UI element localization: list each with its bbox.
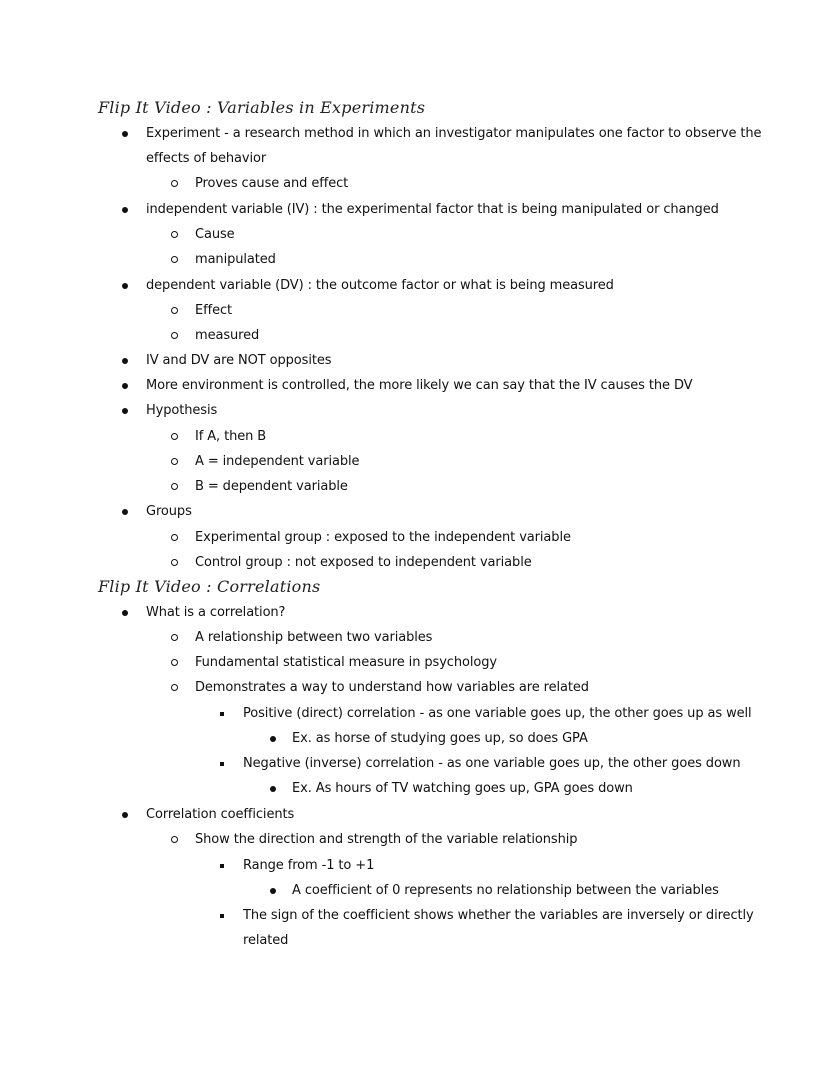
list-item: IV and DV are NOT opposites xyxy=(146,353,332,368)
list-item: dependent variable (DV) : the outcome factor or what is being measured xyxy=(146,278,614,293)
square-bullet-icon xyxy=(220,762,224,766)
circle-bullet-icon xyxy=(171,433,178,440)
section-heading: Flip It Video : Variables in Experiments xyxy=(98,98,426,117)
list-item-continuation: effects of behavior xyxy=(146,151,267,166)
list-item: Groups xyxy=(146,504,192,519)
bullet-icon xyxy=(122,283,128,289)
list-item: Control group : not exposed to independent variable xyxy=(195,555,532,570)
circle-bullet-icon xyxy=(171,483,178,490)
bullet-icon xyxy=(122,207,128,213)
bullet-icon xyxy=(270,888,276,894)
bullet-icon xyxy=(122,610,128,616)
square-bullet-icon xyxy=(220,712,224,716)
list-item: Positive (direct) correlation - as one variable goes up, the other goes up as well xyxy=(243,706,752,721)
circle-bullet-icon xyxy=(171,836,178,843)
list-item: Correlation coefficients xyxy=(146,807,295,822)
list-item: Experiment - a research method in which an investigator manipulates one factor to observe the xyxy=(146,126,762,141)
circle-bullet-icon xyxy=(171,559,178,566)
bullet-icon xyxy=(270,736,276,742)
circle-bullet-icon xyxy=(171,307,178,314)
section-heading: Flip It Video : Correlations xyxy=(98,577,321,596)
bullet-icon xyxy=(122,509,128,515)
circle-bullet-icon xyxy=(171,534,178,541)
square-bullet-icon xyxy=(220,914,224,918)
list-item-continuation: related xyxy=(243,933,289,948)
list-item: Fundamental statistical measure in psychology xyxy=(195,655,497,670)
bullet-icon xyxy=(122,408,128,414)
list-item: If A, then B xyxy=(195,429,267,444)
bullet-icon xyxy=(122,812,128,818)
list-item: independent variable (IV) : the experimental factor that is being manipulated or changed xyxy=(146,202,719,217)
bullet-icon xyxy=(270,786,276,792)
square-bullet-icon xyxy=(220,864,224,868)
list-item: What is a correlation? xyxy=(146,605,286,620)
list-item: The sign of the coefficient shows whether the variables are inversely or directly xyxy=(243,908,754,923)
list-item: measured xyxy=(195,328,260,343)
circle-bullet-icon xyxy=(171,634,178,641)
list-item: A coefficient of 0 represents no relationship between the variables xyxy=(292,883,719,898)
list-item: Ex. as horse of studying goes up, so does GPA xyxy=(292,731,588,746)
circle-bullet-icon xyxy=(171,684,178,691)
list-item: Hypothesis xyxy=(146,403,218,418)
list-item: A = independent variable xyxy=(195,454,360,469)
list-item: Cause xyxy=(195,227,235,242)
list-item: Demonstrates a way to understand how variables are related xyxy=(195,680,589,695)
circle-bullet-icon xyxy=(171,231,178,238)
circle-bullet-icon xyxy=(171,180,178,187)
list-item: Effect xyxy=(195,303,233,318)
list-item: More environment is controlled, the more likely we can say that the IV causes the DV xyxy=(146,378,693,393)
list-item: A relationship between two variables xyxy=(195,630,433,645)
list-item: Ex. As hours of TV watching goes up, GPA goes down xyxy=(292,781,633,796)
list-item: Negative (inverse) correlation - as one variable goes up, the other goes down xyxy=(243,756,741,771)
bullet-icon xyxy=(122,358,128,364)
list-item: Show the direction and strength of the variable relationship xyxy=(195,832,578,847)
list-item: Range from -1 to +1 xyxy=(243,858,375,873)
list-item: manipulated xyxy=(195,252,276,267)
circle-bullet-icon xyxy=(171,659,178,666)
list-item: Experimental group : exposed to the independent variable xyxy=(195,530,571,545)
list-item: Proves cause and effect xyxy=(195,176,349,191)
circle-bullet-icon xyxy=(171,458,178,465)
circle-bullet-icon xyxy=(171,332,178,339)
circle-bullet-icon xyxy=(171,256,178,263)
bullet-icon xyxy=(122,131,128,137)
bullet-icon xyxy=(122,383,128,389)
list-item: B = dependent variable xyxy=(195,479,348,494)
